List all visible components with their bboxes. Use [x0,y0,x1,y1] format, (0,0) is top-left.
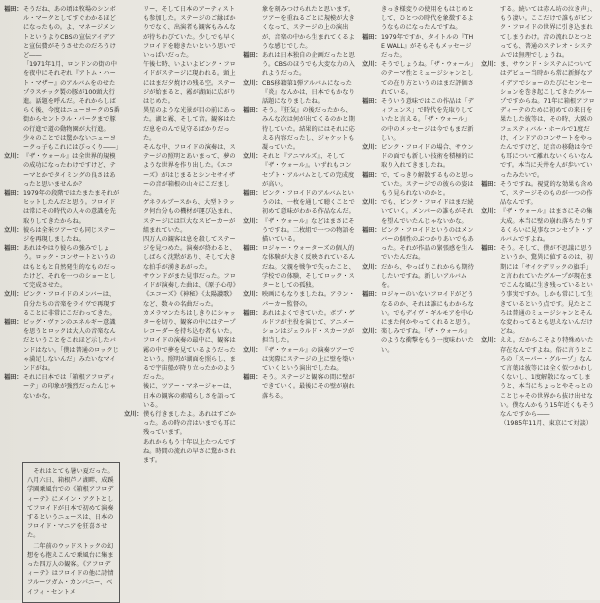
paragraph-text: あれはよくできていた。ボブ・ゲルドフが主役を演じて、アニメーションはジェラルド・スカーフが担当した。 [262,309,355,345]
paragraph-text: そういう意味ではこの作品は「ディフェンス」で時代を先取りしていたと言える。「ザ・ウォール」の中のメッセージは今でもまだ新しい。 [381,98,474,142]
paragraph-text: あれはやはり彼らの強みでしょう。ロック・コンサートというのはもともと自然発生的なものだったけど、それを一つのショーとして完成させた。 [23,245,116,290]
paragraph-text: 楽しみですね。『ザ・ウォール』のような衝撃をもう一度味わいたい。 [381,328,474,354]
dialogue-paragraph [4,290,120,318]
dialogue-paragraph [124,106,238,143]
dialogue-paragraph [4,189,120,226]
dialogue-paragraph [362,60,476,97]
speaker-label: 立川： [243,217,262,225]
paragraph-text: 『ザ・ウォール』などはまさにそうですね。二枚組で一つの物語を描いている。 [262,217,355,244]
speaker-label: 福田： [362,98,381,106]
speaker-label: 立川： [243,153,262,161]
dialogue-paragraph [481,207,596,244]
paragraph-text: ピンク・フロイドのメンバーは、自分たちの音楽をライヴで再現することに非常にこだわってきた。 [23,291,116,317]
dialogue-paragraph [243,106,357,152]
paragraph-text: ま、サウンド・システムについてはデビュー当時から常に新鮮なアイデアでショーのたびにセンセーションを巻き起こしてきたグループですからね。71年に箱根アフロディーテのために初めての来日を果たした彼等は、その時、大阪のフェスティバル・ホールで1度だけ、インドアのコンサートをやったんですけど、足音の移動は今でも耳について離れないくらいなんです。本当に天井を人が歩いていったみたいで。 [500,61,595,179]
dialogue-paragraph [481,244,596,336]
paragraph-text: 映画にもなりましたね。アラン・パーカー監督の。 [262,291,355,308]
dialogue-paragraph [243,290,357,308]
dialogue-paragraph [481,60,596,180]
paragraph-text: そうでしょうね。「ザ・ウォール」のテーマ性とミュージシャンとしての在り方というのはまだ評価されている。 [381,61,474,96]
speaker-label: 立川： [4,226,23,234]
dialogue-paragraph [481,5,596,60]
speaker-label: 立川： [124,410,143,418]
paragraph-text: 後に、ツアー・マネージャーは、日本の観客の素晴らしさを語っている。 [143,383,236,409]
speaker-label: 立川： [362,199,381,207]
speaker-label: 立川： [481,61,500,69]
paragraph-text: 四万人の観客は息を殺してステージを見つめた。演奏が終わると、しばらく沈黙があり、そして大きな拍手が湧きあがった。 [143,236,236,271]
speaker-label: 福田： [243,107,262,115]
speaker-label: 福田： [243,52,262,60]
speaker-label: 福田： [481,245,500,253]
dialogue-paragraph [124,272,238,309]
speaker-label: 立川： [243,79,262,87]
paragraph-text: カメラマンたちはしきりにシャッターを切り、観客の中にはテープレコーダーを持ち込む者もいた。 [143,309,236,336]
paragraph-text: だから、やっぱりこれからも期待したいですね。新しいアルバムを。 [381,263,474,290]
dialogue-paragraph [124,198,238,235]
dialogue-paragraph [124,438,238,466]
speaker-label: 福田： [243,245,262,253]
speaker-label: 立川： [362,144,381,152]
speaker-label: 立川： [362,263,381,271]
paragraph-text: 『ザ・ウォール』の演奏ツアーでは実際にステージの上に壁を築いていくという演出でしたね。 [262,346,355,372]
dialogue-paragraph [243,79,357,107]
dialogue-paragraph [362,198,476,226]
paragraph-text: 午後七時、いよいよピンク・フロイドがステージに現われる。頭上にはまだ夕焼けの残る空。ステージが始まると、霧が湖面に広がりはじめた。 [143,61,236,106]
paragraph-text: 僕も行きましたよ。あれはすごかった。あの時の音はいまでも耳に残っています。 [143,410,236,437]
dialogue-paragraph [124,410,238,438]
speaker-label: 立川： [481,337,500,345]
speaker-label: 福田： [4,190,23,198]
speaker-label: 福田： [362,226,381,234]
dialogue-paragraph [362,97,476,143]
dialogue-paragraph [124,143,238,198]
column-3 [243,5,357,401]
speaker-label: 立川： [243,291,262,299]
speaker-label: 立川： [362,328,381,336]
dialogue-paragraph [124,382,238,410]
paragraph-text: そうですね。視覚的な効果も含めて、ステージそのものが一つの作品なんです。 [500,180,593,207]
paragraph-text: そう。ステージと観客の間に壁ができていく。最後にその壁が崩れ落ちる。 [262,374,355,400]
paragraph-text: CBS移籍第1弾アルバムになった『炎』なんかは、日本でもかなり話題になりましたね。 [262,79,355,106]
speaker-label: 福田： [4,374,23,382]
column-5 [481,5,596,428]
speaker-label: 福田： [4,6,23,13]
box-paragraph: それはとても暑い夏だった。八月六日、箱根芦ノ湖畔、成蹊学園乗風台での《箱根アフロディーテ》にメイン・アクトとしてフロイドが日本で初めて演奏するというニュースは、日本のフロイド・マニアを狂喜させた。 [27,468,114,540]
speaker-label: 福田： [243,190,262,198]
paragraph-text: 『ザ・ウォール』はまさにその集大成。本当に壁の崩れ落ちたりするくらいに見事なコンセプト・アルバムですよね。 [500,208,593,244]
dialogue-paragraph [362,263,476,291]
dialogue-paragraph [243,346,357,374]
speaker-label: 立川： [4,153,23,161]
dialogue-paragraph [4,60,120,152]
paragraph-text: あれからもう十年以上たつんですね。時間の流れの早さに驚かされます。 [143,438,236,464]
paragraph-text: 1979年の段階ではたまたまそれがヒットしたんだと思う。フロイドは常にその時代の人々の意識を先取りしてきたからね。 [23,190,120,225]
dialogue-paragraph [362,290,476,327]
paragraph-text: それと『アニマルズ』、そして『ザ・ウォール』。いずれもコンセプト・アルバムとしての完成度が高い。 [262,153,355,188]
paragraph-text: ピンク・フロイドの場合、サウンドの面でも新しい技術を積極的に取り入れてきましたね。 [381,144,474,170]
paragraph-text: 「1971年1月、ロンドンの街の中を夜中にそれぞれ『アトム・ハート・マザー』のアルバムをのせたプラスチック製の豚が100頭大行進。話題を呼んだ。それからしばらく後、今度はニューヨークの5番街からセントラル・パークまで豚の行進で道の動物園が大行進。少々のことでは驚かないニューヨークっ子もこれにはびっくり――」 [23,61,122,152]
speaker-label: 立川： [4,291,23,299]
paragraph-text: フロイドの演奏の最中に、観客は霧の中で夢を見ているようだったという。照明が湖面を照らし、まるで宇宙船が降り立ったかのようだった。 [143,337,236,382]
speaker-label: 福田： [4,245,23,253]
dialogue-paragraph [243,189,357,217]
box-paragraph: 二年前のウッドストックの幻想をも抱えこんで乗風台に集まった四万人の観客。《アフロディーテ》はフロイドの他に詩情フルーツガム・カンパニー、ベイフィ・セントメ [27,542,114,596]
paragraph-text: 異星のような光景が目の前にあった。湖と霧、そして音。観客はただ息をのんで見守るばかりだった。 [143,107,236,142]
paragraph-text: ええ。だからこそより特殊めいた存在なんですよね。俗に言うところの「スーパー・グループ」なんて言葉は彼等には全く似つかわしくないし、1度解散になってしまうと、本当にちょっとやそっとのことじゃその世界から抜け出せない。僕なんかもう15年近くもそうなんですから―― [500,337,595,418]
paragraph-text: ロジャーのいないフロイドがどうなるのか、それは誰にもわからない。でもデイヴ・ギルモアを中心にまた何かやってくれると思う。 [381,291,474,326]
speaker-label: 福田： [362,171,381,179]
paragraph-text: する。続いては赤ん坊の泣き声」、もう凄い。ここだけで誰もがピンク・フロイドの世界に引き込まれてしまうわけ。音の流れひとつとっても、普通のステレオ・システムでは無理でしょうね。 [500,6,596,60]
dialogue-paragraph [362,226,476,263]
paragraph-text: サウンドがまた見事だった。フロイドが演奏した曲は、《原子心母》《エコーズ》《神秘》《太陽讃歌》など、数々の名曲だった。 [143,272,236,308]
dialogue-paragraph [124,336,238,382]
speaker-label: 立川： [481,208,500,216]
dialogue-paragraph [243,217,357,245]
column-1 [4,5,120,401]
paragraph-text: そうだね、あの頃は牧場のシンボル・マークとしてすぐわかるほどになったもの。よ、マネージメントというよりCBSの宣伝アイデアと宣伝費がそうさせたのだろうけど―― [23,6,116,60]
column-4 [362,5,476,355]
dialogue-paragraph [4,373,120,401]
speaker-label: 福田： [4,318,23,326]
paragraph-text: リー、そして日本のアーティストも参加した。ステージのご縁ばかりでなく、出演者も観客もみんなが待ちわびていた。少しでも早くフロイドを聴きたいという思いでいっぱいだった。 [143,6,236,60]
paragraph-text: きっき様変りの使用をもはじめとして、ひとつの時代を象徴するようなものになったんですね。 [381,6,474,32]
dialogue-paragraph [243,152,357,189]
paragraph-text: 1979年ですか、タイトルの『THE WALL』がそもそもメッセージだった。 [381,33,474,60]
paragraph-text: そう。そして、僕が不思議に思うというか、驚異に値するのは、初期には「サイケデリックの旗手」と言われていたグループが現在までこんな風に生き残っているという事実ですか。しかも常にして生きているという点です。見たところは普通のミュージシャンとそんな変わってるとも思えないんだけどね。 [500,245,593,336]
sidebar-box [22,462,120,603]
dialogue-paragraph [243,51,357,79]
dialogue-paragraph [243,309,357,346]
paragraph-text: ゲネラルブースから、大型トラック何台分もの機材が運び込まれ、ステージには巨大なスピーカーが組まれていた。 [143,199,237,234]
paragraph-text: でも、ピンク・フロイドはまだ続いていく。メンバーの誰もがそれを望んでいたんじゃないかな。 [381,199,474,225]
column-2 [124,5,238,465]
dialogue-paragraph [362,5,476,33]
paragraph-text: ロジャー・ウォーターズの個人的な体験が大きく反映されているんだね。父親を戦争で失ったこと、学校での体験、そしてロック・スターとしての孤独。 [262,245,355,290]
dialogue-date: （1985年11月、東京にて対談） [500,420,592,428]
paragraph-text: あれは日本独自の企画だったと思う。CBSのほうでも大変な力の入れようだった。 [262,52,355,78]
dialogue-paragraph [362,143,476,171]
dialogue-paragraph [362,33,476,61]
dialogue-paragraph [124,5,238,60]
speaker-label: 福田： [362,33,381,41]
speaker-label: 福田： [362,291,381,299]
paragraph-text: 『ザ・ウォール』は全世界的規模の成功になったわけですけど、テーマとかでタイミングの良さはあったと思いませんか？ [23,153,116,188]
dialogue-paragraph [243,373,357,401]
dialogue-paragraph [4,152,120,189]
dialogue-paragraph [4,5,120,60]
paragraph-text: それに日本では「箱根アフロディーテ」の印象が強烈だったんじゃないかな。 [23,374,116,400]
dialogue-paragraph [243,244,357,290]
speaker-label: 福田： [243,374,262,382]
paragraph-text: ピンク・フロイドというのはメンバーの個性のぶつかりあいでもあった。それが作品の緊張感を生んでいたんだね。 [381,226,474,262]
paragraph-text: で、てっきり解散するものと思っていた。ステージでの彼らの姿はもう見られないのかと。 [381,171,474,198]
paragraph-text: そんな中、フロイドの演奏は、ステージの照明とあいまって、夢のような世界を作り出した。《エコーズ》がはじまるとシンセサイザーの音が箱根の山々にこだました。 [143,144,236,198]
dialogue-paragraph [4,318,120,373]
dialogue-paragraph [481,180,596,208]
dialogue-paragraph [124,60,238,106]
paragraph-text: 彼らは全米ツアーでも同じステージを再現しましたね。 [23,226,116,244]
dialogue-paragraph [362,171,476,199]
dialogue-paragraph [4,244,120,290]
paragraph-text: 象を刻みつけられたと思います。ツアーを重ねるごとに規模が大きくなって、ステージの上の演出が、音楽の中から生まれてくるような感じでした。 [262,6,355,50]
dialogue-paragraph [124,235,238,272]
speaker-label: 福田： [243,309,262,317]
dialogue-paragraph [124,309,238,337]
paragraph-text: ピンク・フロイドのアルバムというのは、一枚を通して聴くことで初めて意味がわかる作品なんだ。 [262,190,355,216]
speaker-label: 立川： [362,61,381,69]
dialogue-paragraph [481,336,596,419]
dialogue-paragraph [243,5,357,51]
paragraph-text: ビッグ・ヴァンのエネルギー意識を思うとロックは大人の音楽なんだということをこれほど示したバンドはない。「僕は普通のロックじゃ満足しないんだ」みたいなマインドがね。 [23,318,119,372]
paragraph-text: そう。『狂気』の後だったから、みんな次は何が出てくるのかと期待していた。結果的にはそれに応える内容だったし、ジャケットも凝っていた。 [262,107,355,152]
speaker-label: 福田： [481,180,500,188]
speaker-label: 立川： [243,346,262,354]
dialogue-paragraph [362,327,476,355]
dialogue-paragraph [4,226,120,244]
